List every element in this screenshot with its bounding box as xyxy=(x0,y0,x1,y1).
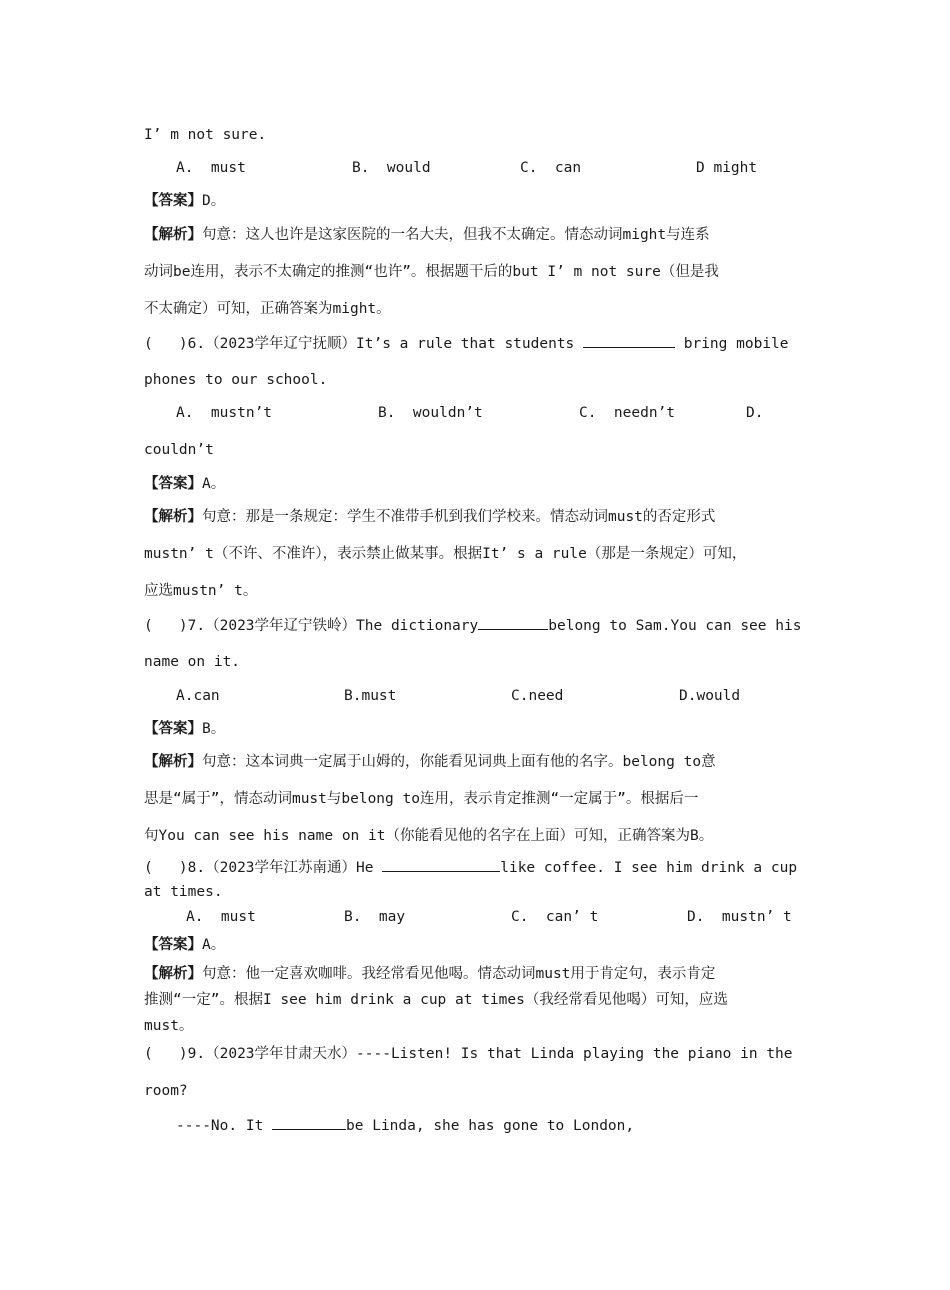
answer-blank xyxy=(478,615,548,630)
analysis-text: 句意：那是一条规定：学生不准带手机到我们学校来。情态动词must的否定形式 xyxy=(202,509,716,525)
q5-option-d: D might xyxy=(696,160,758,176)
stem-text: belong to Sam.You can see his xyxy=(548,618,802,634)
answer-value: B。 xyxy=(202,721,226,737)
analysis-label: 【解析】 xyxy=(144,966,202,982)
analysis-label: 【解析】 xyxy=(144,227,202,243)
q7-stem xyxy=(144,615,810,636)
answer-paren: ( ) xyxy=(144,618,188,634)
q6-stem-line2: phones to our school. xyxy=(144,372,328,388)
answer-label: 【答案】 xyxy=(144,476,202,492)
answer-value: A。 xyxy=(202,476,226,492)
analysis-label: 【解析】 xyxy=(144,754,202,770)
answer-paren: ( ) xyxy=(144,336,188,352)
q7-answer xyxy=(144,719,810,739)
q6-answer xyxy=(144,474,810,494)
answer-value: D。 xyxy=(202,193,226,209)
q7-analysis-line xyxy=(144,752,810,772)
q5-option-c: C. can xyxy=(520,160,582,176)
q6-option-a: A. mustn’t xyxy=(176,405,273,421)
stem-text: 8.（2023学年江苏南通）He xyxy=(187,860,383,876)
answer-blank xyxy=(382,857,500,872)
answer-blank xyxy=(583,333,675,348)
q6-stem xyxy=(144,333,810,354)
q8-option-d: D. mustn’ t xyxy=(687,909,792,925)
answer-paren: ( ) xyxy=(144,1046,188,1062)
q8-option-b: B. may xyxy=(344,909,406,925)
stem-text: bring mobile xyxy=(675,336,789,352)
stem-text: be Linda, she has gone to London, xyxy=(346,1118,635,1134)
answer-label: 【答案】 xyxy=(144,721,202,737)
q5-analysis-line xyxy=(144,225,810,245)
q6-option-b: B. wouldn’t xyxy=(378,405,483,421)
answer-value: A。 xyxy=(202,937,226,953)
q6-analysis-line: 应选mustn’ t。 xyxy=(144,583,258,599)
stem-text: ----No. It xyxy=(176,1118,273,1134)
stem-text: 9.（2023学年甘肃天水）----Listen! Is that Linda playing the piano in the xyxy=(187,1046,793,1062)
answer-label: 【答案】 xyxy=(144,937,202,953)
q7-analysis-line: 句You can see his name on it（你能看见他的名字在上面）可知，正确答案为B。 xyxy=(144,828,714,844)
q8-option-a: A. must xyxy=(186,909,256,925)
q7-option-d: D.would xyxy=(679,688,741,704)
q5-stem-tail: I’ m not sure. xyxy=(144,127,267,143)
q7-option-c: C.need xyxy=(511,688,564,704)
answer-paren: ( ) xyxy=(144,860,188,876)
q7-stem-line2: name on it. xyxy=(144,654,241,670)
analysis-label: 【解析】 xyxy=(144,509,202,525)
q9-stem xyxy=(144,1044,810,1064)
answer-blank xyxy=(272,1115,346,1130)
q5-analysis-line: 不太确定）可知，正确答案为might。 xyxy=(144,301,391,317)
q8-stem-line2: at times. xyxy=(144,884,223,900)
q8-analysis-line: must。 xyxy=(144,1018,194,1034)
q8-option-c: C. can’ t xyxy=(511,909,599,925)
q8-stem xyxy=(144,857,810,878)
stem-text: like coffee. I see him drink a cup xyxy=(500,860,798,876)
q5-answer xyxy=(144,191,810,211)
q9-reply xyxy=(176,1115,810,1136)
q5-option-a: A. must xyxy=(176,160,246,176)
stem-text: 7.（2023学年辽宁铁岭）The dictionary xyxy=(187,618,479,634)
q5-option-b: B. would xyxy=(352,160,431,176)
stem-text: 6.（2023学年辽宁抚顺）It’s a rule that students xyxy=(187,336,584,352)
q6-analysis-line: mustn’ t（不许、不准许），表示禁止做某事。根据It’ s a rule（那是一条规定）可知， xyxy=(144,546,747,562)
q6-option-d-text: couldn’t xyxy=(144,442,214,458)
analysis-text: 句意：这本词典一定属于山姆的，你能看见词典上面有他的名字。belong to意 xyxy=(202,754,716,770)
answer-label: 【答案】 xyxy=(144,193,202,209)
q8-analysis-line: 推测“一定”。根据I see him drink a cup at times（我经常看见他喝）可知，应选 xyxy=(144,992,728,1008)
q6-option-c: C. needn’t xyxy=(579,405,676,421)
analysis-text: 句意：他一定喜欢咖啡。我经常看见他喝。情态动词must用于肯定句，表示肯定 xyxy=(202,966,716,982)
q7-option-a: A.can xyxy=(176,688,220,704)
q8-answer xyxy=(144,935,810,955)
analysis-text: 句意：这人也许是这家医院的一名大夫，但我不太确定。情态动词might与连系 xyxy=(202,227,710,243)
q7-option-b: B.must xyxy=(344,688,397,704)
q9-stem-line2: room? xyxy=(144,1083,188,1099)
q7-analysis-line: 思是“属于”，情态动词must与belong to连用，表示肯定推测“一定属于”。根据后一 xyxy=(144,791,699,807)
q5-analysis-line: 动词be连用，表示不太确定的推测“也许”。根据题干后的but I’ m not sure（但是我 xyxy=(144,264,719,280)
q8-analysis-line xyxy=(144,964,810,984)
q6-analysis-line xyxy=(144,507,810,527)
q6-option-d: D. xyxy=(746,405,764,421)
